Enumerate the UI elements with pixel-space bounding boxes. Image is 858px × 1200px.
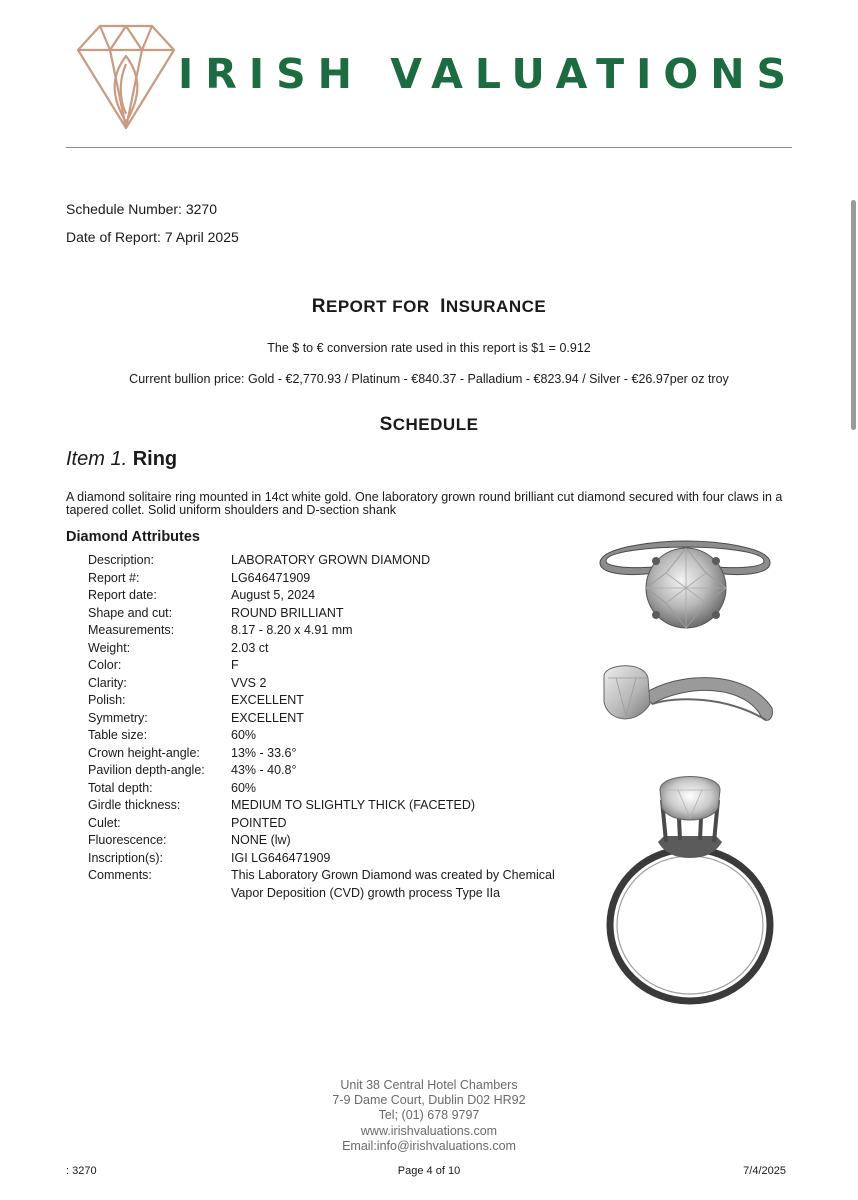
attribute-row xyxy=(88,657,581,675)
attribute-value: LABORATORY GROWN DIAMOND xyxy=(231,553,431,567)
attribute-row xyxy=(88,780,581,798)
attribute-row xyxy=(88,815,581,833)
attributes-table xyxy=(88,552,581,902)
attribute-label: Comments: xyxy=(88,868,152,882)
attribute-label: Symmetry: xyxy=(88,710,148,725)
attribute-row xyxy=(88,692,581,710)
attribute-row xyxy=(88,727,581,745)
report-title-initial-1: R xyxy=(311,296,326,317)
attribute-label: Polish: xyxy=(88,693,126,707)
footer-address-line-1: Unit 38 Central Hotel Chambers xyxy=(340,1078,518,1092)
attribute-label: Shape and cut: xyxy=(88,605,173,620)
attribute-row xyxy=(88,640,581,658)
attribute-value: MEDIUM TO SLIGHTLY THICK (FACETED) xyxy=(231,798,476,812)
ring-top-view-photo xyxy=(596,533,774,638)
header-divider xyxy=(66,147,792,148)
vertical-scrollbar[interactable] xyxy=(851,200,856,430)
item-heading xyxy=(66,448,177,471)
company-footer xyxy=(0,1078,858,1154)
page-footer-date: 7/4/2025 xyxy=(743,1165,786,1177)
attribute-row xyxy=(88,552,581,570)
attribute-row xyxy=(88,745,581,763)
page-footer-schedule: : 3270 xyxy=(66,1165,97,1177)
attribute-value: This Laboratory Grown Diamond was created by Chemical Vapor Deposition (CVD) growth process Type IIa xyxy=(231,868,555,900)
attribute-value: F xyxy=(231,658,239,672)
attribute-label: Crown height-angle: xyxy=(88,745,200,760)
item-description: A diamond solitaire ring mounted in 14ct white gold. One laboratory grown round brilliant cut diamond secured with four claws in a tapered collet. Solid uniform shoulders and D-section shank xyxy=(66,490,783,517)
schedule-heading xyxy=(0,414,858,436)
attribute-row xyxy=(88,710,581,728)
attribute-value: EXCELLENT xyxy=(231,710,304,725)
attribute-value: 13% - 33.6° xyxy=(231,745,297,760)
attribute-row xyxy=(88,570,581,588)
attribute-value: 43% - 40.8° xyxy=(231,763,297,777)
schedule-heading-rest: CHEDULE xyxy=(392,415,479,434)
report-title-initial-2: I xyxy=(440,296,446,317)
page-number: Page 4 of 10 xyxy=(397,1165,461,1177)
diamond-logo-icon xyxy=(74,22,178,132)
footer-address-line-2: 7-9 Dame Court, Dublin D02 HR92 xyxy=(332,1093,526,1108)
attribute-value: 8.17 - 8.20 x 4.91 mm xyxy=(231,623,353,637)
report-title-rest-2: NSURANCE xyxy=(445,297,547,316)
attribute-label: Girdle thickness: xyxy=(88,798,181,812)
attribute-value: ROUND BRILLIANT xyxy=(231,605,344,620)
attribute-label: Report #: xyxy=(88,570,140,585)
footer-phone: Tel; (01) 678 9797 xyxy=(378,1108,480,1123)
attribute-label: Clarity: xyxy=(88,675,127,690)
item-name: Ring xyxy=(132,448,178,470)
attribute-value: LG646471909 xyxy=(231,570,311,585)
attribute-value: NONE (lw) xyxy=(231,833,291,847)
attribute-value: EXCELLENT xyxy=(231,693,304,707)
attribute-row xyxy=(88,587,581,605)
attribute-value: POINTED xyxy=(231,815,287,830)
ring-front-view-photo xyxy=(600,770,780,1005)
bullion-prices: Current bullion price: Gold - €2,770.93 / Platinum - €840.37 - Palladium - €823.94 / Silver - €26.97per oz troy xyxy=(129,372,729,386)
brand-name: IRISH VALUATIONS xyxy=(178,50,799,98)
attributes-heading: Diamond Attributes xyxy=(66,529,200,545)
attribute-label: Color: xyxy=(88,658,122,672)
footer-website: www.irishvaluations.com xyxy=(360,1123,498,1138)
attribute-label: Report date: xyxy=(88,588,157,602)
attribute-label: Measurements: xyxy=(88,623,175,637)
attribute-label: Table size: xyxy=(88,728,148,742)
attribute-row xyxy=(88,622,581,640)
attribute-row xyxy=(88,850,581,868)
attribute-value: 2.03 ct xyxy=(231,640,269,655)
attribute-label: Inscription(s): xyxy=(88,850,164,865)
attribute-value: 60% xyxy=(231,728,257,742)
attribute-label: Culet: xyxy=(88,815,121,830)
attribute-label: Description: xyxy=(88,553,154,567)
schedule-number: Schedule Number: 3270 xyxy=(66,201,217,217)
attribute-value: IGI LG646471909 xyxy=(231,850,331,865)
schedule-heading-initial: S xyxy=(379,414,393,435)
conversion-rate: The $ to € conversion rate used in this report is $1 = 0.912 xyxy=(267,341,591,355)
attribute-value: VVS 2 xyxy=(231,675,267,690)
attribute-value: 60% xyxy=(231,780,257,795)
report-date: Date of Report: 7 April 2025 xyxy=(66,229,239,245)
attribute-row xyxy=(88,762,581,780)
report-title-rest-1: EPORT FOR xyxy=(325,297,430,316)
attribute-row xyxy=(88,797,581,815)
item-label: Item 1. xyxy=(66,448,128,470)
attribute-label: Total depth: xyxy=(88,780,153,795)
attribute-value: August 5, 2024 xyxy=(231,588,316,602)
attribute-row xyxy=(88,867,581,902)
report-title xyxy=(0,296,858,318)
attribute-row xyxy=(88,675,581,693)
attribute-label: Weight: xyxy=(88,640,131,655)
attribute-label: Fluorescence: xyxy=(88,833,167,847)
attribute-row xyxy=(88,605,581,623)
attribute-label: Pavilion depth-angle: xyxy=(88,763,205,777)
attribute-row xyxy=(88,832,581,850)
ring-side-view-photo xyxy=(596,656,776,732)
footer-email: Email:info@irishvaluations.com xyxy=(342,1138,516,1153)
